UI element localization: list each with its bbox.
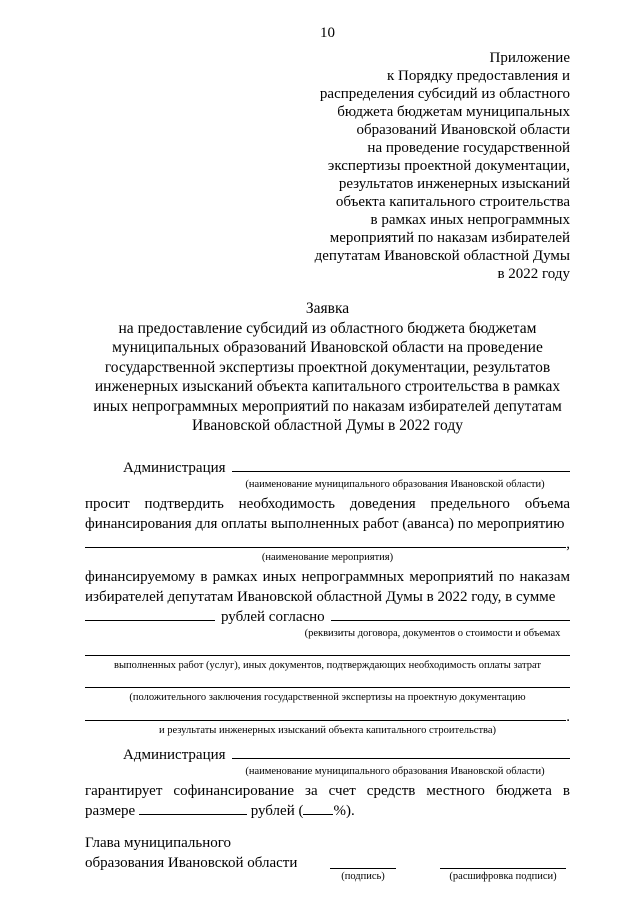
request-paragraph: просит подтвердить необходимость доведения предельного объема финансирования для оплаты выполненных работ (аванса) по мероприятию: [85, 495, 570, 532]
financing-paragraph: финансируемому в рамках иных непрограммных мероприятий по наказам избирателей депутатам Ивановской областной Думы в 2022 году, в сумме: [85, 568, 570, 605]
title-heading: Заявка: [305, 300, 350, 317]
document-body: [85, 458, 570, 886]
percent-field: [303, 814, 333, 815]
page-number: 10: [320, 25, 335, 41]
annex-line: распределения субсидий из областного: [319, 86, 570, 102]
annex-line: объекта капитального строительства: [335, 194, 570, 210]
event-name-field: [85, 547, 566, 548]
annex-line: экспертизы проектной документации,: [327, 158, 570, 174]
title-body: на предоставление субсидий из областного бюджета бюджетам муниципальных образований Ивановской области на проведение государственной экспертизы проектной документации, результатов инженерных изысканий объекта капитального строительства в рамках иных непрограммных мероприятий по наказам избирателей депутатам Ивановской областной Думы в 2022 году: [93, 319, 562, 434]
event-name-line: [85, 534, 570, 551]
annex-line: образований Ивановской области: [356, 122, 570, 138]
annex-line: в 2022 году: [497, 266, 570, 282]
guarantee-paragraph: [85, 781, 570, 821]
event-name-caption: (наименование мероприятия): [261, 551, 394, 563]
requisites-caption: (реквизиты договора, документов о стоимости и объемах: [304, 627, 561, 639]
signature-name-field: [440, 855, 566, 869]
annex-line: результатов инженерных изысканий: [338, 176, 570, 192]
rubles-open-paren-text: рублей (: [250, 802, 304, 819]
administration-label: Администрация: [123, 459, 226, 476]
sum-field: [85, 620, 215, 621]
reference-continuation-line: [85, 643, 570, 656]
administration-line: [85, 458, 570, 478]
expertise-caption: (положительного заключения государственной экспертизы на проектную документацию: [129, 691, 526, 703]
municipality-name-caption-2: (наименование муниципального образования Ивановской области): [245, 765, 545, 777]
annex-line: к Порядку предоставления и: [386, 68, 570, 84]
annex-line: депутатам Ивановской областной Думы: [314, 248, 570, 264]
sum-line: [85, 607, 570, 627]
signature-name-caption: (расшифровка подписи): [449, 870, 557, 882]
annex-line: в рамках иных непрограммных: [370, 212, 570, 228]
cofinance-sum-field: [139, 814, 247, 815]
signature-field-group: [330, 855, 396, 886]
works-caption: выполненных работ (услуг), иных документов, подтверждающих необходимость оплаты затрат: [114, 659, 541, 671]
percent-close-text: %).: [333, 802, 355, 819]
municipality-name-caption: (наименование муниципального образования Ивановской области): [245, 478, 545, 490]
guarantee-text: гарантирует софинансирование за счет средств местного бюджета в размере: [85, 782, 570, 819]
comma-text: ,: [566, 535, 570, 552]
reference-continuation-line: [85, 675, 570, 688]
administration-label-2: Администрация: [123, 746, 226, 763]
signature-block: [85, 833, 570, 886]
municipality-name-field: [232, 471, 570, 472]
document-title: [85, 299, 570, 436]
results-caption: и результаты инженерных изысканий объекта капитального строительства): [158, 724, 497, 736]
annex-line: бюджета бюджетам муниципальных: [337, 104, 570, 120]
signer-title: [85, 833, 330, 873]
period-text: .: [566, 708, 570, 725]
signer-title-line-2: образования Ивановской области: [85, 854, 298, 871]
rubles-label: рублей согласно: [221, 608, 325, 625]
reference-final-line: [85, 707, 570, 724]
annex-line: на проведение государственной: [367, 140, 570, 156]
signature-name-field-group: [440, 855, 566, 886]
annex-block: [85, 49, 570, 283]
annex-line: мероприятий по наказам избирателей: [329, 230, 570, 246]
document-reference-field: [331, 620, 570, 621]
municipality-name-field-2: [232, 758, 570, 759]
signature-field: [330, 855, 396, 869]
reference-continuation-field: [85, 720, 566, 721]
administration-line-2: [85, 745, 570, 765]
signature-caption: (подпись): [341, 870, 385, 882]
annex-line: Приложение: [489, 50, 570, 66]
signer-title-line-1: Глава муниципального: [85, 834, 232, 851]
